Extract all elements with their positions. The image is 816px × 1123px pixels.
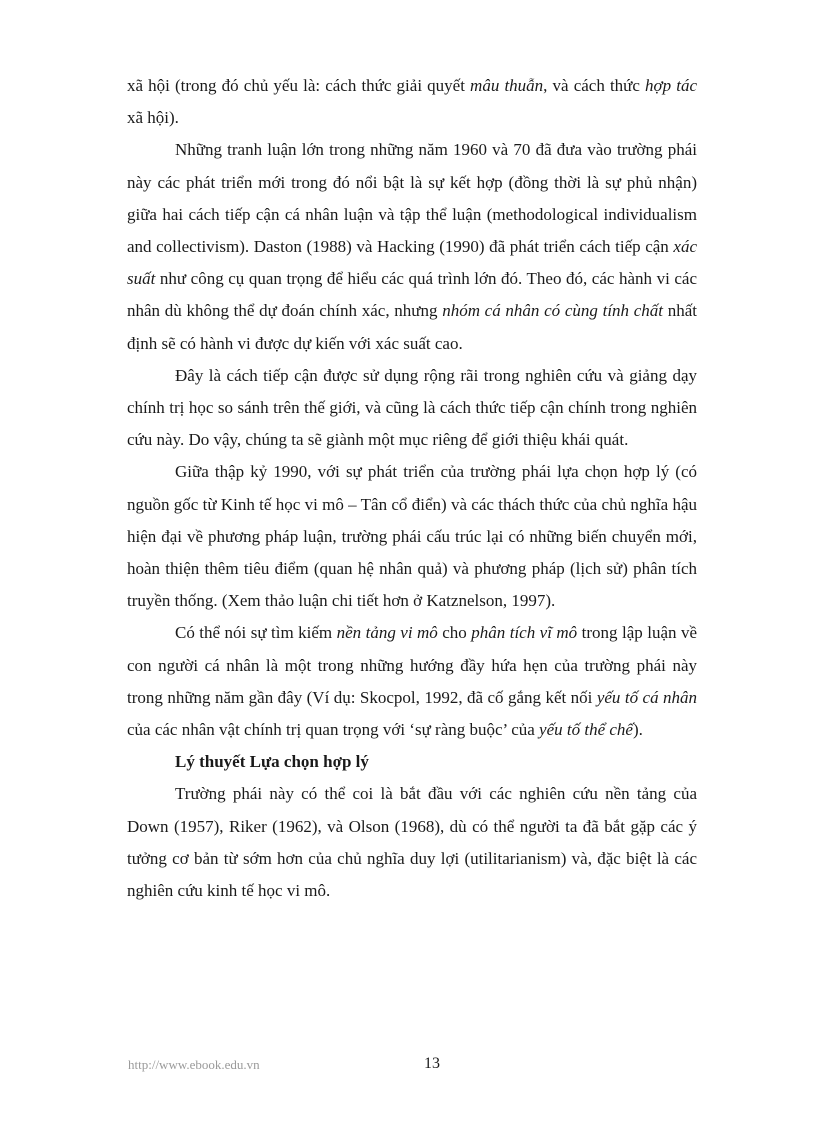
footer-url-link[interactable]: http://www.ebook.edu.vn: [128, 1057, 260, 1072]
page-number: 13: [424, 1055, 440, 1072]
text-run: xã hội (trong đó chủ yếu là: cách thức giải quyết: [127, 76, 471, 95]
paragraph-rational-choice: Trường phái này có thể coi là bắt đầu với các nghiên cứu nền tảng của Down (1957), Riker (1962), và Olson (1968), dù có thể người ta đã bắt gặp các ý tưởng cơ bản từ sớm hơn của chủ nghĩa duy lợi (utilitarianism) và, đặc biệt là các nghiên cứu kinh tế học vi mô.: [127, 784, 697, 901]
paragraph-continuation: [127, 70, 697, 134]
emphasis-text: phân tích vĩ mô: [471, 623, 578, 643]
text-run: ).: [632, 720, 643, 740]
paragraph-micro-foundations: [127, 617, 697, 746]
text-run: như công cụ quan trọng để hiểu các quá trình lớn đó. Theo đó, các hành vi các nhân dù không thể dự đoán chính xác, nhưng: [127, 269, 697, 321]
section-heading: Lý thuyết Lựa chọn hợp lý: [175, 752, 369, 772]
text-run: Giữa thập kỷ 1990, với sự phát triển của trường phái lựa chọn hợp lý (có nguồn gốc từ Kinh tế học vi mô – Tân cổ điển) và các thách thức của chủ nghĩa hậu hiện đại về phương pháp luận, trường phái cấu trúc lại có những biến chuyển mới, hoàn thiện thêm tiêu điểm (quan hệ nhân quả) và phương pháp (lịch sử) phân tích truyền thống. (Xem thảo luận chi tiết hơn ở Katznelson, 1997).: [127, 462, 697, 611]
text-run: , và cách thức: [543, 76, 646, 95]
emphasis-text: nền tảng vi mô: [336, 623, 438, 643]
paragraph-debates-1960s: [127, 134, 697, 359]
emphasis-text: mâu thuẫn: [470, 76, 544, 95]
emphasis-text: xác suất: [127, 237, 697, 289]
emphasis-text: yếu tố cá nhân: [596, 687, 697, 707]
paragraph-mid-1990s: [127, 456, 697, 617]
text-run: nhất định sẽ có hành vi được dự kiến với xác suất cao.: [127, 301, 697, 353]
text-run: của các nhân vật chính trị quan trọng với ‘sự ràng buộc’ của: [127, 720, 540, 740]
text-run: Đây là cách tiếp cận được sử dụng rộng rãi trong nghiên cứu và giảng dạy chính trị học so sánh trên thế giới, và cũng là cách thức tiếp cận chính trong nghiên cứu này. Do vậy, chúng ta sẽ giành một mục riêng để giới thiệu khái quát.: [127, 365, 697, 450]
emphasis-text: hợp tác: [645, 76, 698, 95]
text-run: cho: [437, 623, 472, 643]
emphasis-text: yếu tố thể chế: [539, 720, 633, 740]
text-run: Những tranh luận lớn trong những năm 1960 và 70 đã đưa vào trường phái này các phát triển mới trong đó nổi bật là sự kết hợp (đồng thời là sự phủ nhận) giữa hai cách tiếp cận cá nhân luận và tập thể luận (methodological individualism and collectivism). Daston (1988) và Hacking (1990) đã phát triển cách tiếp cận: [127, 140, 697, 257]
body-text: [127, 70, 697, 907]
text-run: trong lập luận về con người cá nhân là một trong những hướng đầy hứa hẹn của trường phái này trong những năm gần đây (Ví dụ: Skocpol, 1992, đã cố gắng kết nối: [127, 623, 697, 707]
paragraph-widely-used-approach: [127, 360, 697, 457]
emphasis-text: nhóm cá nhân có cùng tính chất: [442, 301, 664, 321]
text-run: Có thể nói sự tìm kiếm: [175, 623, 337, 643]
text-run: xã hội).: [127, 108, 179, 128]
